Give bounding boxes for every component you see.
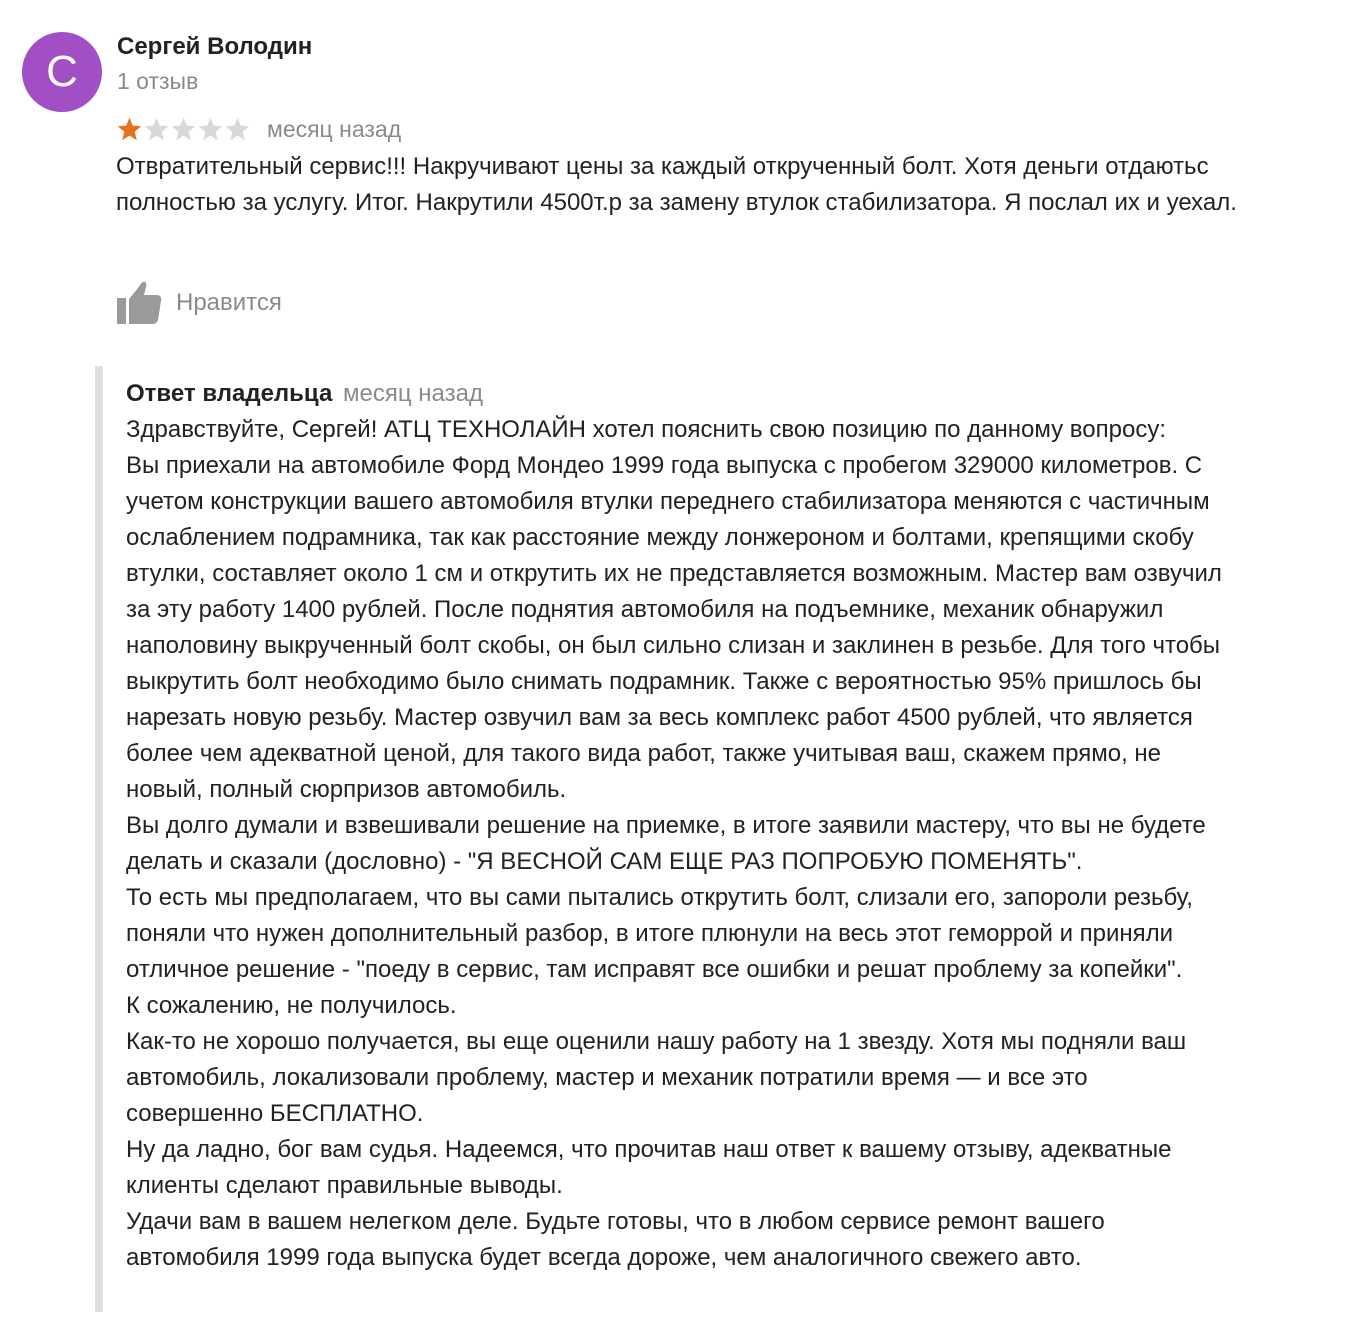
owner-reply-line: делать и сказали (дословно) - "Я ВЕСНОЙ САМ ЕЩЕ РАЗ ПОПРОБУЮ ПОМЕНЯТЬ". [126, 848, 1083, 875]
star-empty-icon [143, 116, 170, 143]
avatar-initial: С [46, 47, 78, 96]
review-text: Отвратительный сервис!!! Накручивают цены за каждый открученный болт. Хотя деньги отдаютьс полностью за услугу. Итог. Накрутили 4500т.р за замену втулок стабилизатора. Я послал их и уехал. [116, 153, 1237, 216]
star-filled-icon [116, 116, 143, 143]
author-review-count: 1 отзыв [117, 68, 199, 94]
owner-reply-line: более чем адекватной ценой, для такого вида работ, также учитывая ваш, скажем прямо, не [126, 740, 1161, 767]
owner-reply-line: Вы долго думали и взвешивали решение на приемке, в итоге заявили мастеру, что вы не будете [126, 812, 1206, 839]
owner-reply-line: ослаблением подрамника, так как расстояние между лонжероном и болтами, крепящими скобу [126, 524, 1194, 551]
owner-reply-line: учетом конструкции вашего автомобиля втулки переднего стабилизатора меняются с частичным [126, 488, 1210, 515]
owner-reply-line: К сожалению, не получилось. [126, 992, 457, 1019]
owner-reply-line: новый, полный сюрпризов автомобиль. [126, 776, 567, 803]
owner-reply-date: месяц назад [343, 380, 483, 407]
owner-reply-line: Ну да ладно, бог вам судья. Надеемся, что прочитав наш ответ к вашему отзыву, адекватные [126, 1136, 1172, 1163]
like-button[interactable] [116, 280, 282, 326]
owner-reply-line: совершенно БЕСПЛАТНО. [126, 1100, 424, 1127]
owner-reply-line: автомобиль, локализовали проблему, мастер и механик потратили время — и все это [126, 1064, 1088, 1091]
star-empty-icon [197, 116, 224, 143]
star-rating [116, 116, 251, 143]
star-empty-icon [170, 116, 197, 143]
owner-reply-line: Здравствуйте, Сергей! АТЦ ТЕХНОЛАЙН хотел пояснить свою позицию по данному вопросу: [126, 416, 1166, 443]
owner-reply-line: поняли что нужен дополнительный разбор, в итоге плюнули на весь этот геморрой и приняли [126, 920, 1174, 947]
owner-reply-title: Ответ владельца [126, 380, 333, 407]
thumbs-up-icon [116, 281, 162, 325]
owner-reply-line: клиенты сделают правильные выводы. [126, 1172, 563, 1199]
owner-reply-line: выкрутить болт необходимо было снимать подрамник. Также с вероятностью 95% пришлось бы [126, 668, 1202, 695]
avatar[interactable] [22, 32, 102, 112]
author-name[interactable]: Сергей Володин [117, 33, 313, 60]
rating-row [116, 112, 401, 146]
review-date: месяц назад [267, 116, 402, 142]
owner-reply-line: отличное решение - "поеду в сервис, там исправят все ошибки и решат проблему за копейки". [126, 956, 1183, 983]
owner-reply-line: втулки, составляет около 1 см и открутить их не представляется возможным. Мастер вам озвучил [126, 560, 1222, 587]
owner-reply-line: за эту работу 1400 рублей. После поднятия автомобиля на подъемнике, механик обнаружил [126, 596, 1164, 623]
owner-reply-line: Как-то не хорошо получается, вы еще оценили нашу работу на 1 звезду. Хотя мы подняли ваш [126, 1028, 1187, 1055]
owner-reply-line: нарезать новую резьбу. Мастер озвучил вам за весь комплекс работ 4500 рублей, что является [126, 704, 1193, 731]
owner-reply-line: наполовину выкрученный болт скобы, он был сильно слизан и заклинен в резьбе. Для того чтобы [126, 632, 1221, 659]
owner-reply-line: Удачи вам в вашем нелегком деле. Будьте готовы, что в любом сервисе ремонт вашего [126, 1208, 1105, 1235]
star-empty-icon [224, 116, 251, 143]
owner-reply-line: То есть мы предполагаем, что вы сами пытались открутить болт, слизали его, запороли резьбу, [126, 884, 1193, 911]
owner-reply [95, 366, 1331, 1312]
owner-reply-line: автомобиля 1999 года выпуска будет всегда дороже, чем аналогичного свежего авто. [126, 1244, 1082, 1271]
owner-reply-header [126, 376, 1331, 412]
owner-reply-line: Вы приехали на автомобиле Форд Мондео 1999 года выпуска с пробегом 329000 километров. С [126, 452, 1203, 479]
owner-reply-text [126, 412, 1331, 1276]
like-label: Нравится [176, 289, 282, 316]
